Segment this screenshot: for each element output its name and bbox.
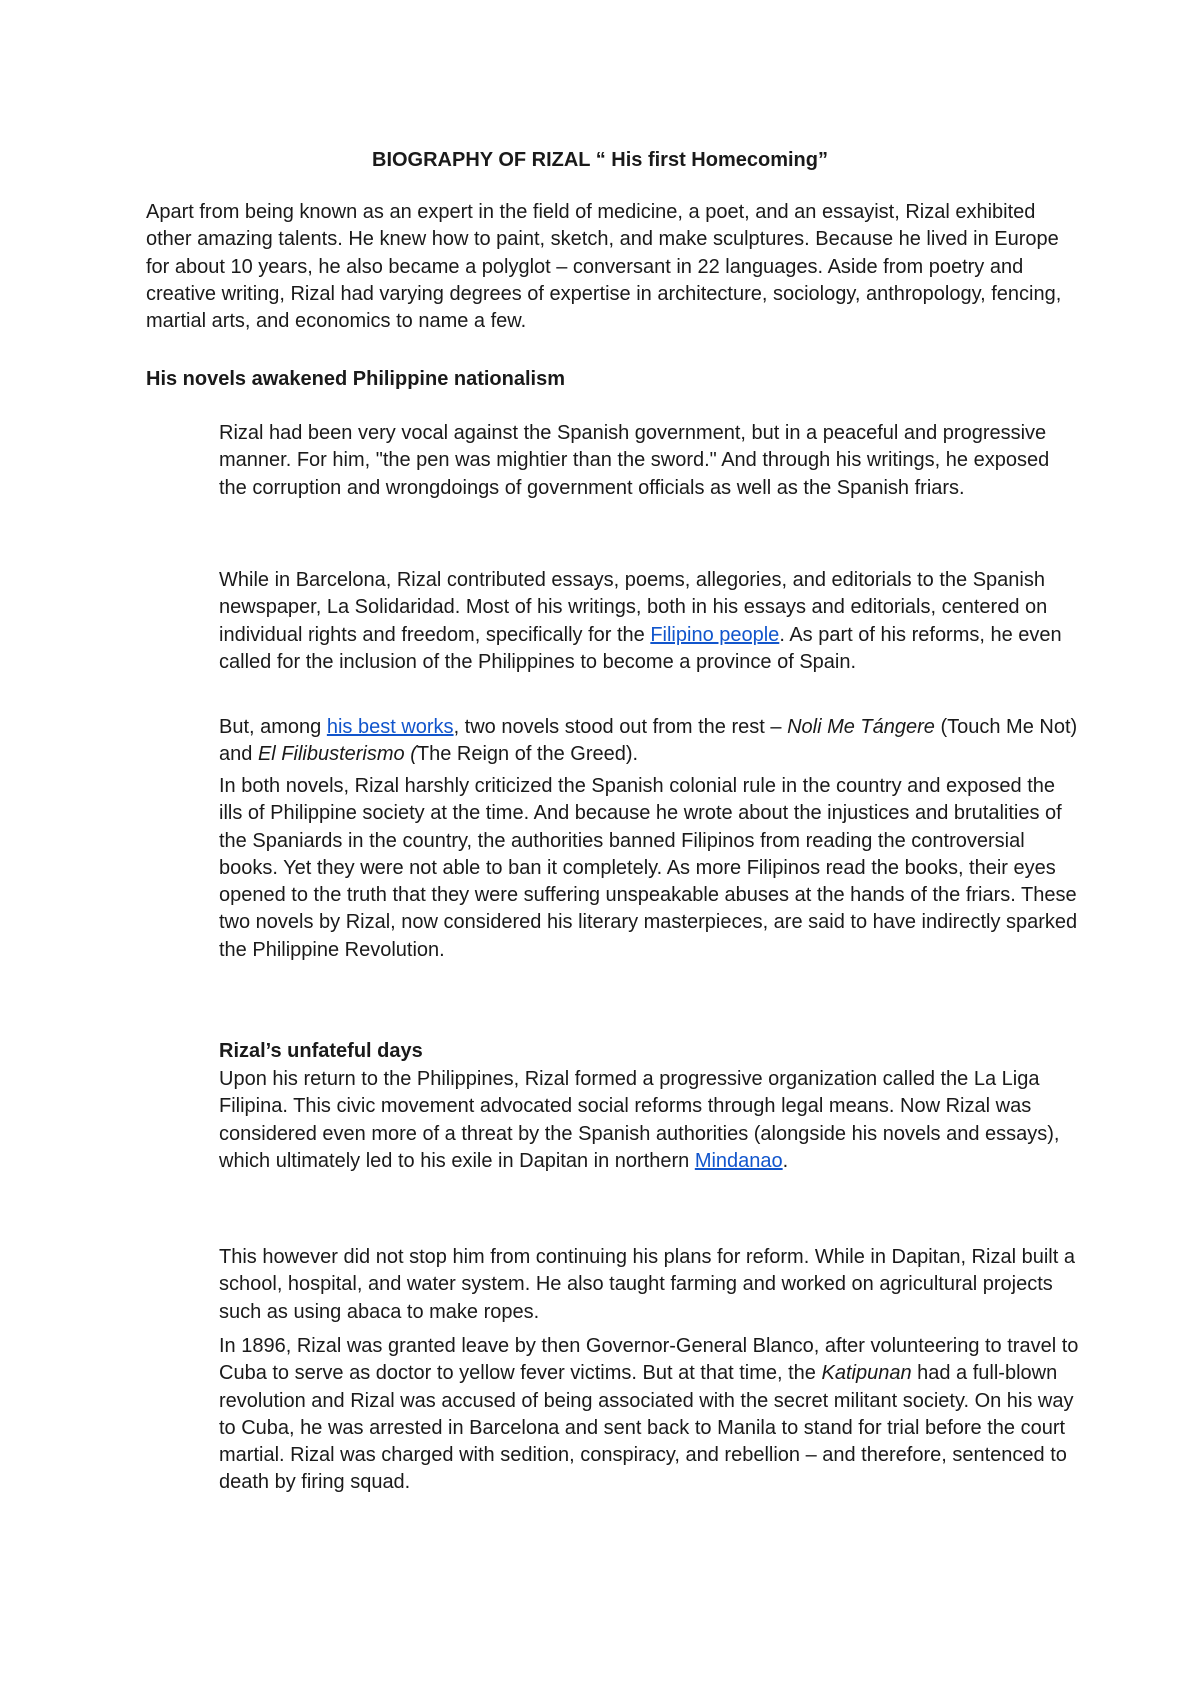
text-run: In 1896, Rizal was granted leave by then Governor-General Blanco, after volunteering to travel to Cuba to serve as doctor to yellow fever victims. But at that time, the: [219, 1335, 1079, 1385]
days-paragraph-1: [219, 1066, 1079, 1175]
text-run: The Reign of the Greed).: [416, 743, 639, 766]
italic-text: Noli Me Tángere: [787, 716, 935, 738]
italic-text: Katipunan: [821, 1362, 912, 1385]
text-run: (Touch Me Not) and: [219, 716, 1078, 766]
novels-paragraph-4: In both novels, Rizal harshly criticized the Spanish colonial rule in the country and exposed the ills of Philippine society at the time. And because he wrote about the injustices and brutalities of the Spaniards in the country, the authorities banned Filipinos from reading the controversial books. Yet they were not able to ban it completely. As more Filipinos read the books, their eyes opened to the truth that they were suffering unspeakable abuses at the hands of the friars. These two novels by Rizal, now considered his literary masterpieces, are said to have indirectly sparked the Philippine Revolution.: [219, 775, 1078, 961]
inline-link[interactable]: his best works: [326, 716, 454, 738]
inline-link[interactable]: Mindanao: [694, 1149, 783, 1172]
document-title: BIOGRAPHY OF RIZAL “ His first Homecoming”: [372, 149, 828, 171]
section-heading-novels: His novels awakened Philippine nationalism: [146, 368, 566, 390]
text-run: had a full-blown revolution and Rizal was accused of being associated with the secret militant society. On his way to Cuba, he was arrested in Barcelona and sent back to Manila to stand for trial before the court martial. Rizal was charged with sedition, conspiracy, and rebellion – and therefore, sentenced to death by firing squad.: [219, 1362, 1074, 1494]
section-heading-unfateful-days: Rizal’s unfateful days: [219, 1040, 423, 1062]
days-paragraph-2: This however did not stop him from continuing his plans for reform. While in Dapitan, Rizal built a school, hospital, and water system. He also taught farming and worked on agricultural projects such as using abaca to make ropes.: [219, 1246, 1075, 1323]
inline-link[interactable]: Filipino people: [650, 623, 780, 646]
text-run: While in Barcelona, Rizal contributed essays, poems, allegories, and editorials to the Spanish newspaper, La Solidaridad. Most of his writings, both in his essays and editorials, centered on individual rights and freedom, specifically for the: [219, 569, 1048, 646]
text-run: , two novels stood out from the rest –: [453, 716, 788, 738]
italic-text: El Filibusterismo (: [257, 743, 417, 766]
days-paragraph-3: [219, 1333, 1079, 1497]
text-run: But, among: [219, 716, 327, 738]
text-run: .: [782, 1149, 789, 1172]
text-run: Upon his return to the Philippines, Rizal formed a progressive organization called the La Liga Filipina. This civic movement advocated social reforms through legal means. Now Rizal was considered even more of a threat by the Spanish authorities (alongside his novels and essays), which ultimately led to his exile in Dapitan in northern: [219, 1068, 1060, 1172]
intro-paragraph: Apart from being known as an expert in the field of medicine, a poet, and an essayist, Rizal exhibited other amazing talents. He knew how to paint, sketch, and make sculptures. Because he lived in Europe for about 10 years, he also became a polyglot – conversant in 22 languages. Aside from poetry and creative writing, Rizal had varying degrees of expertise in architecture, sociology, anthropology, fencing, martial arts, and economics to name a few.: [146, 201, 1062, 333]
novels-paragraph-3: [219, 714, 1079, 769]
text-run: . As part of his reforms, he even called for the inclusion of the Philippines to become a province of Spain.: [219, 623, 1062, 673]
novels-paragraph-2: [219, 567, 1079, 676]
novels-paragraph-1: Rizal had been very vocal against the Spanish government, but in a peaceful and progressive manner. For him, "the pen was mightier than the sword." And through his writings, he exposed the corruption and wrongdoings of government officials as well as the Spanish friars.: [219, 422, 1050, 499]
